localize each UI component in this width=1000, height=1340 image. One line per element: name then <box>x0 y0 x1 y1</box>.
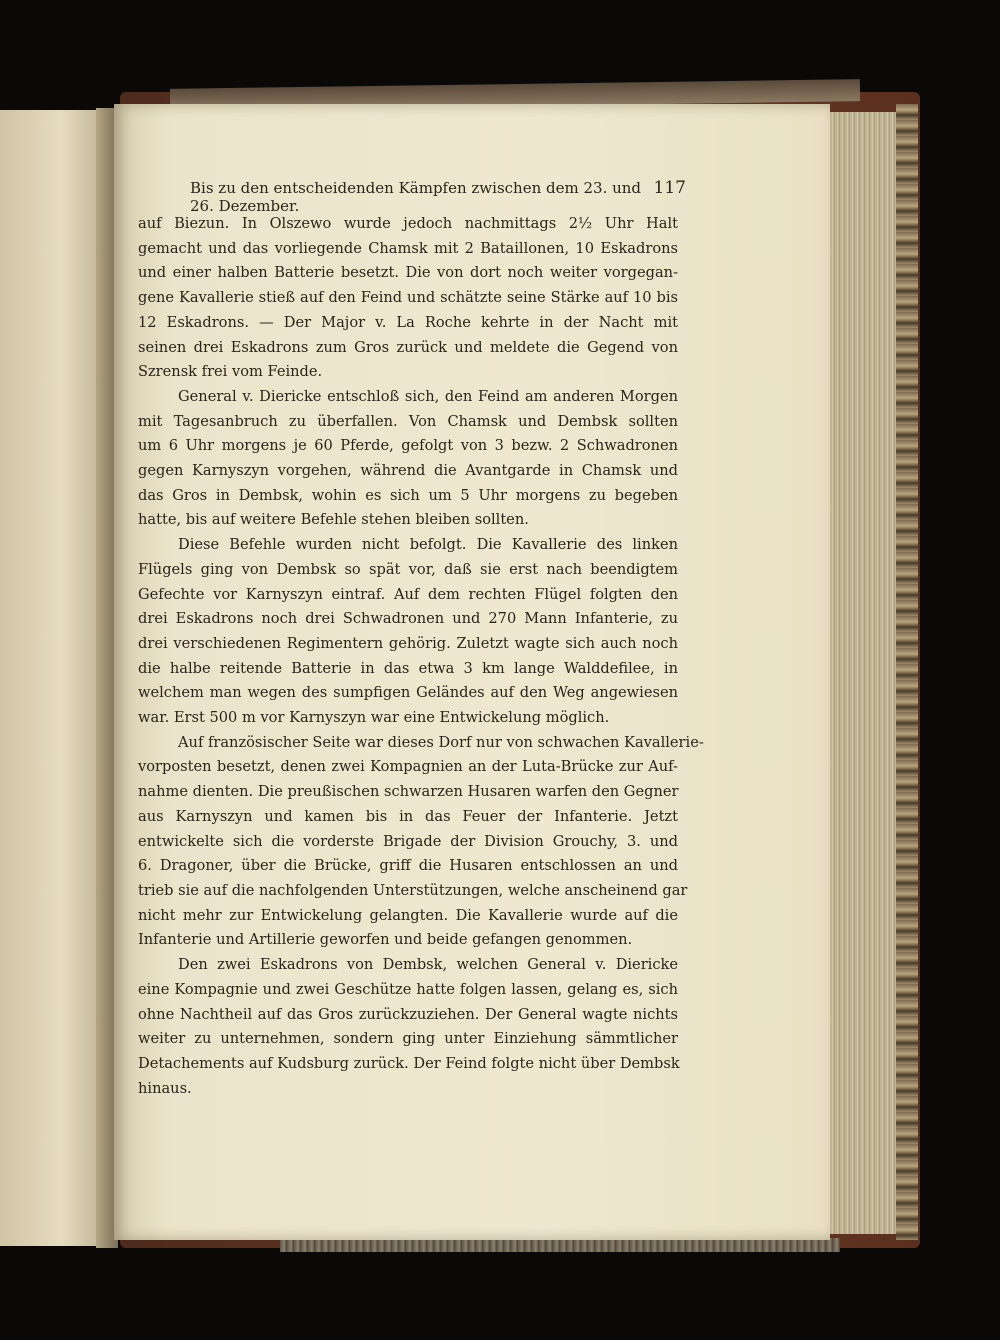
text-line: und einer halben Batterie besetzt. Die von dort noch weiter vorgegan- <box>138 264 678 282</box>
text-line: um 6 Uhr morgens je 60 Pferde, gefolgt von 3 bezw. 2 Schwadronen <box>138 437 678 455</box>
text-line: seinen drei Eskadrons zum Gros zurück und meldete die Gegend von <box>138 338 678 356</box>
text-line: Szrensk frei vom Feinde. <box>138 363 323 381</box>
body-text <box>138 212 704 1101</box>
text-line: Den zwei Eskadrons von Dembsk, welchen General v. Diericke <box>178 956 678 974</box>
text-line: gemacht und das vorliegende Chamsk mit 2 Bataillonen, 10 Eskadrons <box>138 239 678 257</box>
text-line: nahme dienten. Die preußischen schwarzen Husaren warfen den Gegner <box>138 783 679 801</box>
page-stack-edge <box>826 112 898 1234</box>
text-line: die halbe reitende Batterie in das etwa 3 km lange Walddefilee, in <box>138 659 678 677</box>
text-line: gene Kavallerie stieß auf den Feind und schätzte seine Stärke auf 10 bis <box>138 289 678 307</box>
text-line: gegen Karnyszyn vorgehen, während die Avantgarde in Chamsk und <box>138 462 678 480</box>
text-line: hinaus. <box>138 1079 192 1097</box>
bottom-cover-edge <box>280 1238 840 1252</box>
running-title: Bis zu den entscheidenden Kämpfen zwischen dem 23. und 26. Dezember. <box>190 179 642 215</box>
text-line: das Gros in Dembsk, wohin es sich um 5 Uhr morgens zu begeben <box>138 486 678 504</box>
running-header <box>190 178 686 215</box>
cover-right-edge <box>896 104 918 1240</box>
text-line: vorposten besetzt, denen zwei Kompagnien an der Luta-Brücke zur Auf- <box>138 758 678 776</box>
text-line: hatte, bis auf weitere Befehle stehen bleiben sollten. <box>138 511 529 529</box>
text-line: Auf französischer Seite war dieses Dorf nur von schwachen Kavallerie- <box>178 733 704 751</box>
text-line: ohne Nachtheil auf das Gros zurückzuziehen. Der General wagte nichts <box>138 1005 678 1023</box>
text-line: eine Kompagnie und zwei Geschütze hatte folgen lassen, gelang es, sich <box>138 980 678 998</box>
text-line: war. Erst 500 m vor Karnyszyn war eine Entwickelung möglich. <box>138 709 610 727</box>
text-line: General v. Diericke entschloß sich, den Feind am anderen Morgen <box>178 387 678 405</box>
text-line: drei verschiedenen Regimentern gehörig. Zuletzt wagte sich auch noch <box>138 634 678 652</box>
text-line: Flügels ging von Dembsk so spät vor, daß sie erst nach beendigtem <box>138 560 678 578</box>
text-line: weiter zu unternehmen, sondern ging unter Einziehung sämmtlicher <box>138 1030 678 1048</box>
text-line: trieb sie auf die nachfolgenden Unterstützungen, welche anscheinend gar <box>138 881 688 899</box>
text-line: entwickelte sich die vorderste Brigade der Division Grouchy, 3. und <box>138 832 678 850</box>
text-line: nicht mehr zur Entwickelung gelangten. Die Kavallerie wurde auf die <box>138 906 678 924</box>
text-line: mit Tagesanbruch zu überfallen. Von Chamsk und Dembsk sollten <box>138 412 678 430</box>
text-line: Infanterie und Artillerie geworfen und beide gefangen genommen. <box>138 931 633 949</box>
text-line: Gefechte vor Karnyszyn eintraf. Auf dem rechten Flügel folgten den <box>138 585 678 603</box>
text-line: drei Eskadrons noch drei Schwadronen und 270 Mann Infanterie, zu <box>138 610 678 628</box>
text-line: 6. Dragoner, über die Brücke, griff die Husaren entschlossen an und <box>138 857 678 875</box>
text-line: 12 Eskadrons. — Der Major v. La Roche kehrte in der Nacht mit <box>138 313 678 331</box>
text-line: auf Biezun. In Olszewo wurde jedoch nachmittags 2½ Uhr Halt <box>138 215 678 232</box>
text-line: welchem man wegen des sumpfigen Geländes auf den Weg angewiesen <box>138 684 678 702</box>
page-number: 117 <box>653 178 686 198</box>
text-line: aus Karnyszyn und kamen bis in das Feuer der Infanterie. Jetzt <box>138 807 678 825</box>
text-line: Detachements auf Kudsburg zurück. Der Feind folgte nicht über Dembsk <box>138 1054 680 1072</box>
text-line: Diese Befehle wurden nicht befolgt. Die Kavallerie des linken <box>178 536 678 554</box>
